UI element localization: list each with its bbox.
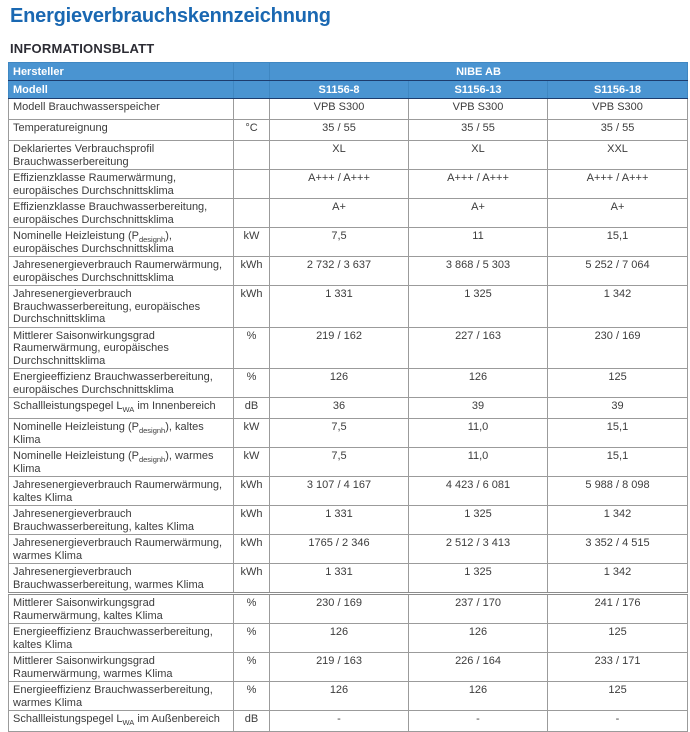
row-value: VPB S300 [270,99,409,120]
row-value: 11,0 [409,419,548,448]
row-value: 39 [409,398,548,419]
row-unit [234,99,270,120]
row-value: XL [270,141,409,170]
section-heading: INFORMATIONSBLATT [10,41,155,56]
row-value: 2 512 / 3 413 [409,535,548,564]
row-value: A+++ / A+++ [548,170,688,199]
table-row [9,711,688,732]
row-value: 1 325 [409,564,548,594]
row-unit: kWh [234,506,270,535]
row-unit: % [234,327,270,369]
row-label: Modell Brauchwasserspeicher [9,99,234,120]
row-label: Schallleistungspegel $L_{WA}$ im Außenbereich [9,711,234,732]
row-value: 36 [270,398,409,419]
row-value: 230 / 169 [548,327,688,369]
row-unit: % [234,653,270,682]
row-value: 3 868 / 5 303 [409,257,548,286]
row-unit: % [234,369,270,398]
row-label: Schallleistungspegel $L_{WA}$ im Innenbereich [9,398,234,419]
subscript: WA [122,718,135,728]
row-value: 219 / 162 [270,327,409,369]
row-value: 1 331 [270,286,409,328]
row-value: 126 [409,682,548,711]
row-label: Jahresenergieverbrauch Brauchwasserbereitung, warmes Klima [9,564,234,594]
row-value: 233 / 171 [548,653,688,682]
energy-label-table [8,62,688,732]
row-value: 241 / 176 [548,594,688,624]
page-title: Energieverbrauchskennzeichnung [10,5,331,27]
row-value: 219 / 163 [270,653,409,682]
row-value: 230 / 169 [270,594,409,624]
row-label: Mittlerer Saisonwirkungsgrad Raumerwärmung, kaltes Klima [9,594,234,624]
row-value: - [548,711,688,732]
table-row-modell [9,81,688,99]
row-value: 126 [270,624,409,653]
table-row [9,624,688,653]
table-row [9,653,688,682]
row-unit [234,141,270,170]
table-row [9,564,688,594]
row-value: 1765 / 2 346 [270,535,409,564]
row-value: XL [409,141,548,170]
row-value: A+++ / A+++ [270,170,409,199]
subscript: designh [138,426,166,436]
row-value: 1 331 [270,506,409,535]
table-row-hersteller [9,63,688,81]
row-value: 125 [548,369,688,398]
table-row [9,99,688,120]
table-row [9,170,688,199]
row-value: A+ [270,199,409,228]
row-value: 15,1 [548,228,688,257]
row-value: 3 107 / 4 167 [270,477,409,506]
row-label: Effizienzklasse Raumerwärmung, europäisches Durchschnittsklima [9,170,234,199]
row-value: 7,5 [270,448,409,477]
row-value: 35 / 55 [270,120,409,141]
row-value: 5 252 / 7 064 [548,257,688,286]
row-value: 4 423 / 6 081 [409,477,548,506]
row-label: Nominelle Heizleistung $(P_{designh})$, warmes Klima [9,448,234,477]
table-row [9,682,688,711]
table-row [9,369,688,398]
row-value: 39 [548,398,688,419]
row-label: Deklariertes Verbrauchsprofil Brauchwasserbereitung [9,141,234,170]
table-row [9,419,688,448]
table-row [9,199,688,228]
row-unit: % [234,682,270,711]
row-unit: % [234,594,270,624]
row-value: 11 [409,228,548,257]
row-value: 15,1 [548,448,688,477]
row-value: 1 325 [409,506,548,535]
table-row [9,535,688,564]
row-unit: kWh [234,286,270,328]
row-value: 7,5 [270,228,409,257]
row-label: Jahresenergieverbrauch Raumerwärmung, europäisches Durchschnittsklima [9,257,234,286]
row-unit: % [234,624,270,653]
table-row [9,506,688,535]
table-row [9,286,688,328]
row-value: 226 / 164 [409,653,548,682]
modell-label: Modell [9,81,234,99]
row-unit [234,199,270,228]
row-label: Energieeffizienz Brauchwasserbereitung, warmes Klima [9,682,234,711]
row-value: 125 [548,682,688,711]
row-label: Jahresenergieverbrauch Brauchwasserbereitung, kaltes Klima [9,506,234,535]
row-label: Jahresenergieverbrauch Brauchwasserbereitung, europäisches Durchschnittsklima [9,286,234,328]
row-unit [234,170,270,199]
row-value: 35 / 55 [548,120,688,141]
row-label: Nominelle Heizleistung $(P_{designh})$, kaltes Klima [9,419,234,448]
row-value: 126 [270,682,409,711]
row-value: XXL [548,141,688,170]
row-value: 1 342 [548,506,688,535]
row-value: VPB S300 [548,99,688,120]
table-row [9,141,688,170]
subscript: WA [122,405,135,415]
row-label: Effizienzklasse Brauchwasserbereitung, europäisches Durchschnittsklima [9,199,234,228]
row-value: 1 342 [548,286,688,328]
model-name: S1156-18 [548,81,688,99]
row-value: 2 732 / 3 637 [270,257,409,286]
row-label: Energieeffizienz Brauchwasserbereitung, europäisches Durchschnittsklima [9,369,234,398]
row-label: Energieeffizienz Brauchwasserbereitung, kaltes Klima [9,624,234,653]
row-value: 7,5 [270,419,409,448]
row-unit: kW [234,228,270,257]
table-row [9,594,688,624]
row-value: VPB S300 [409,99,548,120]
model-name: S1156-13 [409,81,548,99]
hersteller-value: NIBE AB [270,63,688,81]
row-value: 126 [270,369,409,398]
row-unit: kWh [234,535,270,564]
subscript: designh [138,235,166,245]
hersteller-label: Hersteller [9,63,234,81]
row-unit: kWh [234,257,270,286]
row-value: 227 / 163 [409,327,548,369]
row-value: 5 988 / 8 098 [548,477,688,506]
row-label: Mittlerer Saisonwirkungsgrad Raumerwärmung, warmes Klima [9,653,234,682]
row-unit: dB [234,398,270,419]
row-value: 1 342 [548,564,688,594]
row-unit: kWh [234,564,270,594]
row-value: 237 / 170 [409,594,548,624]
row-unit: kWh [234,477,270,506]
unit-cell [234,63,270,81]
table-row [9,477,688,506]
row-label: Mittlerer Saisonwirkungsgrad Raumerwärmung, europäisches Durchschnittsklima [9,327,234,369]
unit-cell [234,81,270,99]
row-value: 125 [548,624,688,653]
table-row [9,398,688,419]
row-value: 126 [409,624,548,653]
row-label: Jahresenergieverbrauch Raumerwärmung, kaltes Klima [9,477,234,506]
row-unit: kW [234,419,270,448]
row-label: Temperatureignung [9,120,234,141]
row-value: 126 [409,369,548,398]
table-row [9,448,688,477]
row-unit: kW [234,448,270,477]
subscript: designh [138,455,166,465]
table-row [9,120,688,141]
row-label: Nominelle Heizleistung $(P_{designh})$, europäisches Durchschnittsklima [9,228,234,257]
row-value: 35 / 55 [409,120,548,141]
row-label: Jahresenergieverbrauch Raumerwärmung, warmes Klima [9,535,234,564]
row-value: - [409,711,548,732]
row-unit: °C [234,120,270,141]
row-value: 1 325 [409,286,548,328]
row-value: 15,1 [548,419,688,448]
row-value: A+ [548,199,688,228]
table-row [9,228,688,257]
row-value: - [270,711,409,732]
row-value: 3 352 / 4 515 [548,535,688,564]
row-value: A+ [409,199,548,228]
table-row [9,327,688,369]
row-value: 1 331 [270,564,409,594]
model-name: S1156-8 [270,81,409,99]
row-value: A+++ / A+++ [409,170,548,199]
row-unit: dB [234,711,270,732]
row-value: 11,0 [409,448,548,477]
table-row [9,257,688,286]
